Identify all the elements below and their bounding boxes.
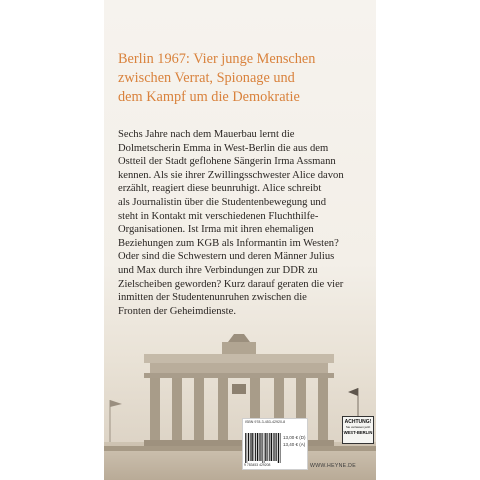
price-austria: 13,40 € (A) bbox=[283, 442, 306, 447]
isbn-text: ISBN 978-3-453-42920-8 bbox=[245, 420, 286, 424]
barcode-number: 9 783453 429208 bbox=[244, 463, 271, 467]
blurb-line: inmitten der Studentenunruhen zwischen die bbox=[118, 292, 307, 304]
blurb-line: Ostteil der Stadt geflohene Sängerin Irma Assmann bbox=[118, 156, 336, 168]
blurb-line: Dolmetscherin Emma in West-Berlin die aus dem bbox=[118, 142, 329, 154]
blurb-line: erzählt, reagiert diese beunruhigt. Alice schreibt bbox=[118, 183, 322, 195]
book-back-cover bbox=[104, 0, 376, 480]
blurb-line: kennen. Als sie ihrer Zwillingsschwester Alice davon bbox=[118, 169, 344, 181]
blurb-line: Beziehungen zum KGB als Informantin im Westen? bbox=[118, 237, 339, 249]
sign-subtitle: Sie verlassen jetzt bbox=[345, 425, 371, 429]
blurb-line: Oder sind die Schwestern und deren Männer Julius bbox=[118, 251, 335, 263]
sign-title: ACHTUNG! bbox=[344, 419, 372, 425]
blurb-line: steht in Kontakt mit verschiedenen Fluchthilfe- bbox=[118, 210, 319, 222]
headline-line: Berlin 1967: Vier junge Menschen bbox=[118, 51, 316, 67]
publisher-url: WWW.HEYNE.DE bbox=[310, 463, 356, 469]
blurb-line: als Journalistin über die Studentenbewegung und bbox=[118, 196, 327, 208]
sign-location: WEST-BERLIN bbox=[343, 430, 373, 436]
blurb-line: Fronten der Geheimdienste. bbox=[118, 305, 236, 317]
price-germany: 13,00 € (D) bbox=[283, 435, 306, 440]
barcode-icon bbox=[245, 433, 281, 463]
headline-line: zwischen Verrat, Spionage und bbox=[118, 70, 295, 86]
blurb-text bbox=[118, 128, 366, 318]
blurb-line: Organisationen. Ist Irma mit ihren ehemaligen bbox=[118, 224, 314, 236]
blurb-line: Sechs Jahre nach dem Mauerbau lernt die bbox=[118, 129, 295, 140]
barcode-label bbox=[242, 418, 308, 470]
blurb-line: und Max durch ihre Verbindungen zur DDR zu bbox=[118, 264, 318, 276]
headline bbox=[118, 50, 368, 107]
headline-line: dem Kampf um die Demokratie bbox=[118, 89, 300, 105]
blurb-line: Zielscheiben geworden? Kurz darauf geraten die vier bbox=[118, 278, 344, 290]
brandenburg-gate-photo bbox=[104, 330, 376, 480]
warning-sign bbox=[342, 416, 374, 444]
